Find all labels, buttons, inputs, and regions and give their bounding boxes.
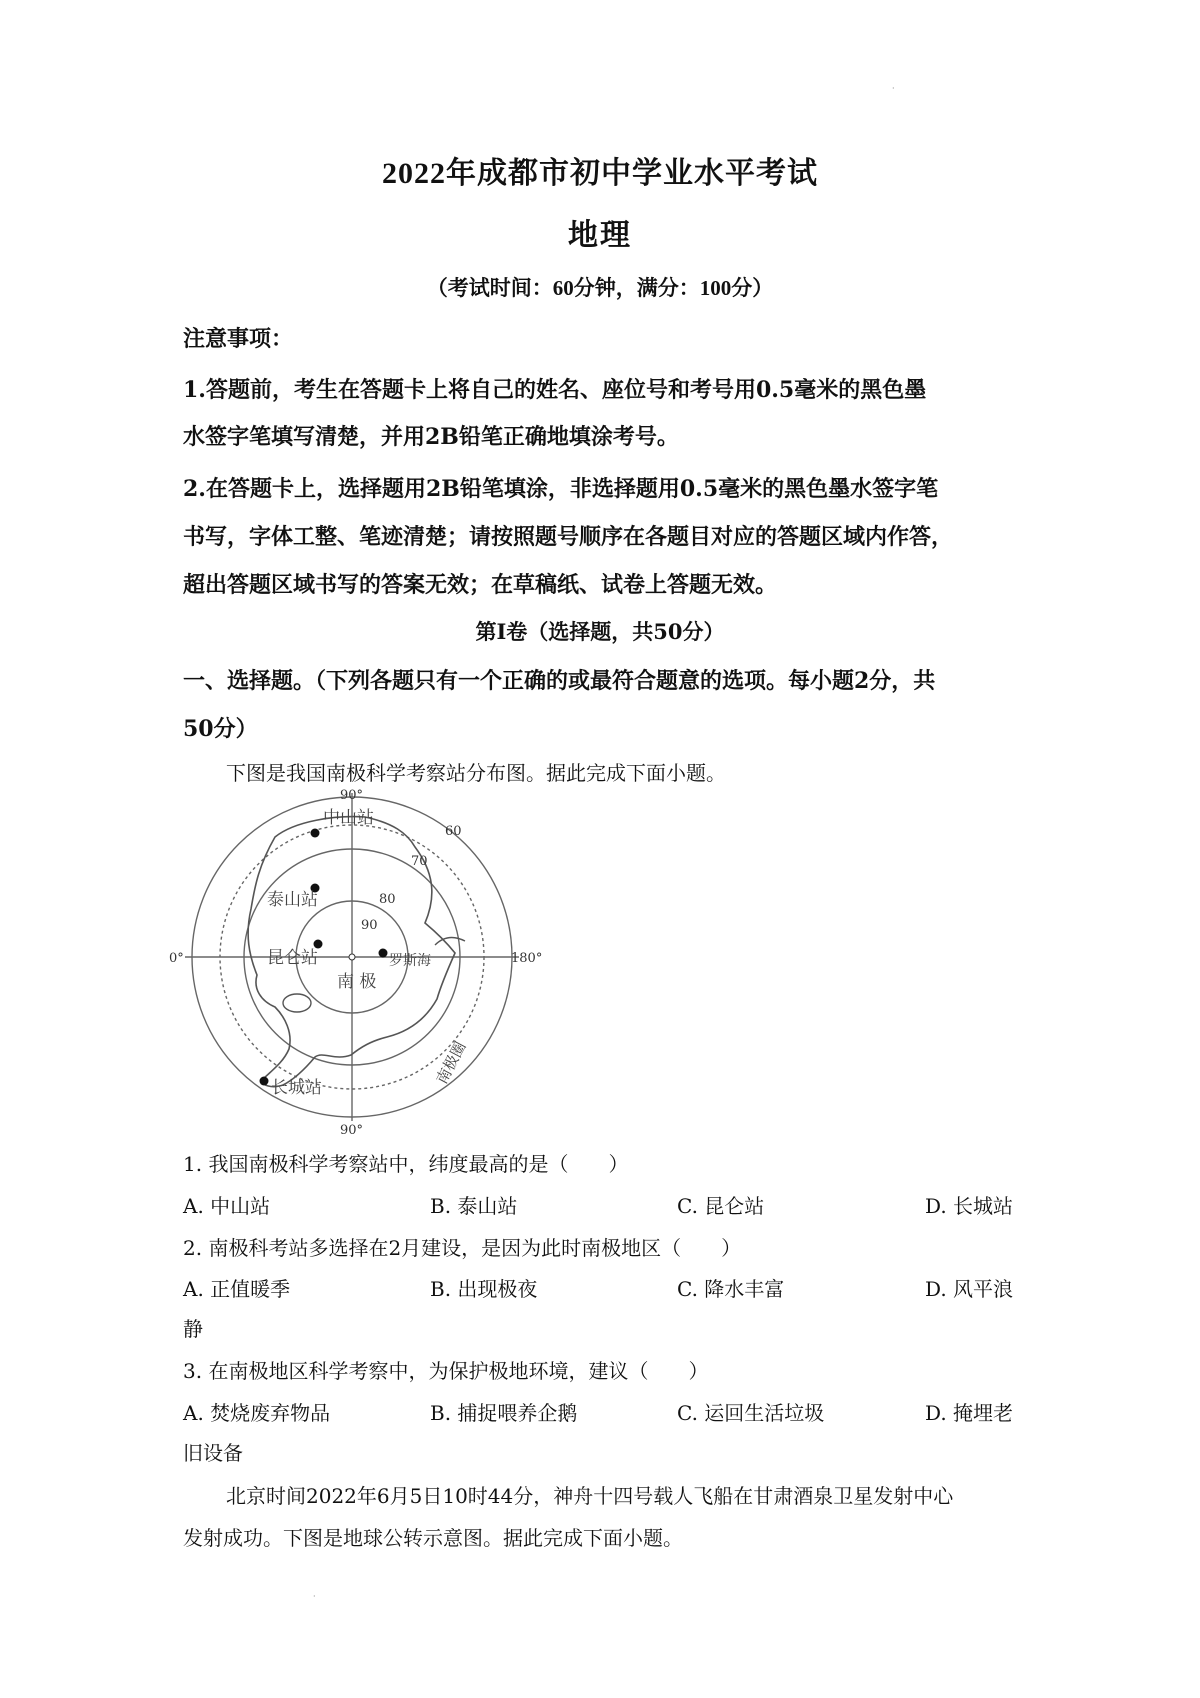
- weddell-sea-shape: [283, 994, 311, 1012]
- label-taishan: 泰山站: [267, 890, 318, 910]
- label-changcheng: 长城站: [271, 1078, 322, 1098]
- label-kunlun: 昆仑站: [267, 948, 318, 968]
- question-3-option-d[interactable]: D. 掩埋老: [925, 1401, 1014, 1425]
- lon-label-right: 180°: [511, 951, 543, 966]
- label-antarctic-circle: 南极圈: [432, 1038, 470, 1087]
- notes-line: 2.在答题卡上，选择题用2B铅笔填涂，非选择题用0.5毫米的黑色墨水签字笔: [183, 476, 939, 502]
- zhongshan-station-dot: [311, 829, 320, 838]
- notes-line: 1.答题前，考生在答题卡上将自己的姓名、座位号和考号用0.5毫米的黑色墨: [183, 377, 927, 403]
- section-instruction: 一、选择题。（下列各题只有一个正确的或最符合题意的选项。每小题2分，共: [183, 668, 936, 694]
- lat-label-80: 80: [379, 892, 396, 907]
- question-1-stem: 1. 我国南极科学考察站中，纬度最高的是（ ）: [183, 1152, 629, 1176]
- volume-title: 第Ⅰ卷（选择题，共50分）: [475, 619, 725, 644]
- exam-title: 2022年成都市初中学业水平考试: [382, 157, 818, 190]
- scan-speck: ·: [313, 1592, 316, 1601]
- lon-label-top: 90°: [340, 788, 364, 803]
- question-3-option-b[interactable]: B. 捕捉喂养企鹅: [430, 1401, 578, 1425]
- question-2-stem: 2. 南极科考站多选择在2月建设，是因为此时南极地区（ ）: [183, 1236, 742, 1260]
- lon-label-left: 0°: [169, 951, 184, 966]
- question-1-option-b[interactable]: B. 泰山站: [430, 1194, 518, 1218]
- question-2-option-d-cont: 静: [183, 1317, 203, 1341]
- antarctic-stations-map: [169, 785, 545, 1138]
- scan-speck: ·: [892, 84, 895, 93]
- notes-line: 水签字笔填写清楚，并用2B铅笔正确地填涂考号。: [183, 424, 679, 450]
- question-2-option-c[interactable]: C. 降水丰富: [677, 1277, 785, 1301]
- changcheng-station-dot: [260, 1077, 269, 1086]
- notes-line: 超出答题区域书写的答案无效；在草稿纸、试卷上答题无效。: [183, 572, 778, 598]
- lat-label-60: 60: [445, 824, 462, 839]
- label-zhongshan: 中山站: [323, 808, 374, 828]
- south-pole-point: [349, 954, 355, 960]
- notes-heading: 注意事项：: [183, 326, 294, 352]
- lon-label-bottom: 90°: [340, 1123, 364, 1138]
- question-2-option-b[interactable]: B. 出现极夜: [430, 1277, 538, 1301]
- group2-intro-line2: 发射成功。下图是地球公转示意图。据此完成下面小题。: [183, 1526, 683, 1550]
- group1-intro: 下图是我国南极科学考察站分布图。据此完成下面小题。: [226, 761, 726, 785]
- question-3-option-c[interactable]: C. 运回生活垃圾: [677, 1401, 825, 1425]
- section-instruction-cont: 50分）: [183, 716, 258, 742]
- subject-title: 地理: [568, 219, 632, 252]
- question-1-option-d[interactable]: D. 长城站: [925, 1194, 1014, 1218]
- ross-sea-station-dot: [379, 949, 388, 958]
- question-3-option-a[interactable]: A. 焚烧废弃物品: [183, 1401, 331, 1425]
- lat-label-70: 70: [411, 854, 428, 869]
- question-2-option-d[interactable]: D. 风平浪: [925, 1277, 1014, 1301]
- exam-info: （考试时间：60分钟，满分：100分）: [426, 276, 774, 300]
- label-ross-sea: 罗斯海: [389, 953, 431, 969]
- question-3-stem: 3. 在南极地区科学考察中，为保护极地环境，建议（ ）: [183, 1359, 709, 1383]
- label-south-pole: 南 极: [337, 972, 377, 992]
- lat-label-90: 90: [361, 918, 378, 933]
- group2-intro-line1: 北京时间2022年6月5日10时44分，神舟十四号载人飞船在甘肃酒泉卫星发射中心: [226, 1484, 954, 1508]
- ross-sea-coast: [435, 938, 465, 945]
- question-2-option-a[interactable]: A. 正值暖季: [183, 1277, 291, 1301]
- notes-line: 书写，字体工整、笔迹清楚；请按照题号顺序在各题目对应的答题区域内作答，: [183, 524, 954, 550]
- question-1-option-a[interactable]: A. 中山站: [183, 1194, 271, 1218]
- question-1-option-c[interactable]: C. 昆仑站: [677, 1194, 765, 1218]
- question-3-option-d-cont: 旧设备: [183, 1441, 243, 1465]
